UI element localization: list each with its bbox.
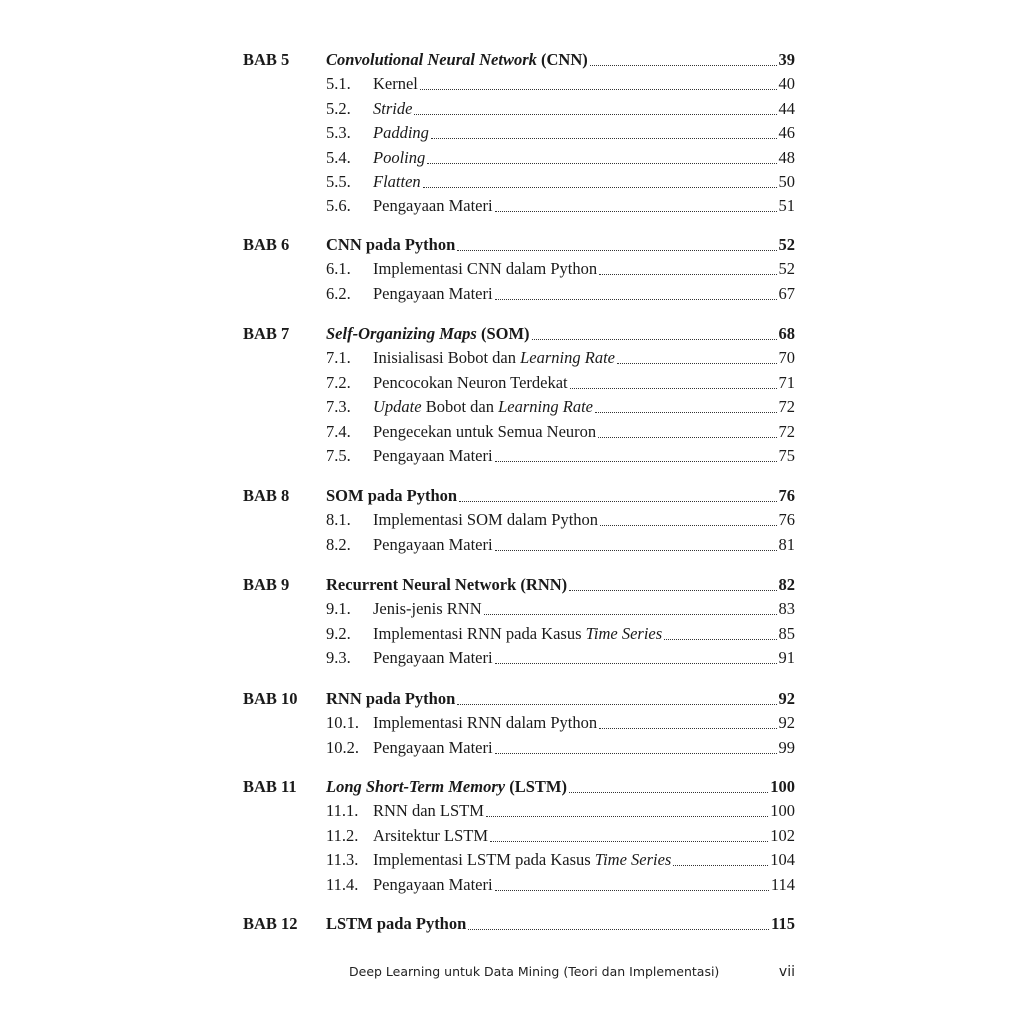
title-segment: SOM pada Python [326,486,458,505]
entry-title [326,573,567,597]
entry-title [326,233,455,257]
dot-leader [599,728,776,729]
chapter-page-number: 82 [778,575,795,594]
dot-leader [600,525,776,526]
chapter-page-number: 39 [778,50,795,69]
title-segment: LSTM pada Python [326,914,467,933]
entry-title [373,420,596,444]
dot-leader [569,792,768,793]
dot-leader [468,929,769,930]
dot-leader [569,590,776,591]
entry-title [373,257,597,281]
section-page-number: 114 [770,874,795,894]
section-row [243,508,795,532]
title-segment: Implementasi CNN dalam Python [373,259,598,279]
chapter-page-number: 92 [778,689,795,708]
entry-title [373,170,421,194]
section-entry [326,346,795,370]
dot-leader [427,163,776,164]
chapter-row [243,912,795,936]
entry-title [373,508,598,532]
section-page-number: 81 [778,534,795,554]
section-entry [326,711,795,735]
section-page-number: 91 [778,648,795,668]
entry-title [326,48,588,72]
entry-title [373,194,493,218]
section-row [243,824,795,848]
page-footer [349,964,795,988]
section-entry [326,799,795,823]
chapter-row [243,775,795,799]
title-segment: Pencocokan Neuron Terdekat [373,372,568,392]
entry-title [326,912,466,936]
title-segment: Implementasi SOM dalam Python [373,510,599,530]
section-row [243,72,795,96]
dot-leader [431,138,777,139]
title-segment: Pengayaan Materi [373,874,493,894]
title-segment: Pengecekan untuk Semua Neuron [373,421,597,441]
title-segment: Bobot dan [421,397,499,417]
entry-title [373,799,484,823]
section-entry [326,597,795,621]
title-segment: Implementasi RNN pada Kasus [373,623,586,643]
section-number: 9.3. [326,648,351,668]
entry-title [373,146,425,170]
section-number: 7.5. [326,446,351,465]
section-row [243,420,795,444]
title-segment: (LSTM) [505,777,567,796]
chapter-page-number: 76 [778,486,795,505]
entry-title [326,484,457,508]
section-row [243,711,795,735]
section-number: 7.1. [326,348,351,368]
dot-leader [595,412,777,413]
section-page-number: 72 [778,421,795,441]
title-segment: CNN pada Python [326,235,456,254]
section-row [243,257,795,281]
section-row [243,194,795,218]
dot-leader [486,816,768,817]
section-number: 11.1. [326,801,359,821]
section-entry [326,146,795,170]
section-page-number: 99 [778,737,795,757]
entry-title [373,444,493,468]
dot-leader [495,663,777,664]
dot-leader [599,274,776,275]
chapter-label: BAB 11 [243,777,297,796]
section-number: 7.4. [326,421,351,441]
dot-leader [664,639,776,640]
title-segment: Jenis-jenis RNN [373,599,482,619]
section-entry [326,873,795,897]
section-number: 11.3. [326,850,359,870]
entry-title [326,322,530,346]
title-segment: Pengayaan Materi [373,446,493,465]
chapter-label: BAB 12 [243,914,298,933]
title-segment: Implementasi RNN dalam Python [373,713,598,733]
title-segment: Time Series [585,623,663,643]
section-number: 7.2. [326,372,351,392]
entry-title [373,282,493,306]
chapter-entry [326,484,795,508]
entry-title [373,622,662,646]
section-number: 11.4. [326,874,359,894]
chapter-entry [326,573,795,597]
title-segment: Flatten [373,172,421,191]
section-row [243,97,795,121]
chapter-entry [326,687,795,711]
dot-leader [423,187,777,188]
dot-leader [495,753,777,754]
entry-title [373,736,493,760]
section-page-number: 52 [778,259,795,279]
section-row [243,533,795,557]
chapter-row [243,484,795,508]
title-segment: Pengayaan Materi [373,534,493,554]
section-number: 8.2. [326,534,351,554]
section-entry [326,72,795,96]
section-number: 5.1. [326,74,351,94]
chapter-row [243,687,795,711]
title-segment: Long Short-Term Memory [326,777,506,796]
section-row [243,873,795,897]
dot-leader [598,437,776,438]
section-number: 11.2. [326,825,359,845]
chapter-label: BAB 10 [243,689,298,708]
section-page-number: 50 [778,172,795,191]
title-segment: RNN pada Python [326,689,456,708]
title-segment: Pengayaan Materi [373,648,493,668]
section-entry [326,444,795,468]
title-segment: Implementasi LSTM pada Kasus [373,850,595,870]
title-segment: Pengayaan Materi [373,196,493,216]
section-number: 5.2. [326,98,351,118]
chapter-entry [326,775,795,799]
dot-leader [495,299,777,300]
entry-title [373,72,418,96]
section-page-number: 85 [778,623,795,643]
section-page-number: 67 [778,283,795,303]
chapter-label: BAB 6 [243,235,290,254]
section-row [243,395,795,419]
chapter-row [243,322,795,346]
section-page-number: 92 [778,713,795,733]
entry-title [373,533,493,557]
section-entry [326,622,795,646]
section-page-number: 51 [778,196,795,216]
section-row [243,282,795,306]
section-row [243,121,795,145]
title-segment: Arsitektur LSTM [373,825,489,845]
title-segment: Kernel [373,74,418,94]
section-entry [326,848,795,872]
entry-title [373,597,482,621]
section-page-number: 70 [778,348,795,368]
title-segment: Inisialisasi Bobot dan [373,348,521,368]
section-number: 9.1. [326,599,351,619]
section-entry [326,170,795,194]
entry-title [373,848,671,872]
section-row [243,799,795,823]
section-entry [326,824,795,848]
dot-leader [673,865,768,866]
dot-leader [617,363,777,364]
section-number: 10.2. [326,737,359,757]
section-number: 5.6. [326,196,351,216]
section-row [243,736,795,760]
section-row [243,444,795,468]
section-row [243,371,795,395]
chapter-page-number: 52 [778,235,795,254]
section-entry [326,533,795,557]
section-page-number: 76 [778,510,795,530]
title-segment: Pengayaan Materi [373,737,493,757]
section-entry [326,257,795,281]
entry-title [373,121,429,145]
dot-leader [484,614,777,615]
dot-leader [495,890,769,891]
section-page-number: 46 [778,123,795,143]
chapter-label: BAB 5 [243,50,290,69]
section-row [243,646,795,670]
dot-leader [459,501,776,502]
entry-title [326,687,455,711]
chapter-entry [326,912,795,936]
dot-leader [570,388,777,389]
entry-title [373,395,593,419]
section-page-number: 48 [778,147,795,167]
title-segment: RNN dan LSTM [373,801,484,821]
section-number: 6.2. [326,283,351,303]
title-segment: Convolutional Neural Network [326,50,537,69]
section-page-number: 102 [770,825,795,845]
dot-leader [495,211,777,212]
dot-leader [495,550,777,551]
chapter-label: BAB 8 [243,486,290,505]
section-row [243,597,795,621]
entry-title [373,873,493,897]
section-row [243,848,795,872]
section-entry [326,282,795,306]
dot-leader [420,89,777,90]
section-page-number: 83 [778,599,795,619]
chapter-label: BAB 9 [243,575,290,594]
section-number: 10.1. [326,713,359,733]
section-entry [326,121,795,145]
section-entry [326,508,795,532]
dot-leader [590,65,777,66]
section-row [243,146,795,170]
title-segment: Pooling [373,147,426,167]
section-row [243,622,795,646]
title-segment: Self-Organizing Maps [326,324,477,343]
section-page-number: 40 [778,74,795,94]
chapter-row [243,573,795,597]
section-entry [326,194,795,218]
chapter-label: BAB 7 [243,324,290,343]
title-segment: Learning Rate [520,348,615,368]
section-row [243,170,795,194]
entry-title [373,97,412,121]
section-number: 5.5. [326,172,351,191]
title-segment: Time Series [594,850,672,870]
title-segment: Learning Rate [498,397,593,417]
dot-leader [532,339,777,340]
dot-leader [457,704,776,705]
title-segment: (CNN) [536,50,588,69]
section-entry [326,97,795,121]
section-number: 5.4. [326,147,351,167]
title-segment: Recurrent Neural Network (RNN) [326,575,568,594]
section-number: 7.3. [326,397,351,417]
section-entry [326,646,795,670]
section-entry [326,420,795,444]
title-segment: Stride [373,98,413,118]
title-segment: Pengayaan Materi [373,283,493,303]
title-segment: (SOM) [476,324,530,343]
entry-title [373,371,568,395]
section-number: 9.2. [326,623,351,643]
chapter-row [243,48,795,72]
section-number: 5.3. [326,123,351,143]
entry-title [326,775,567,799]
section-row [243,346,795,370]
section-page-number: 72 [778,397,795,417]
section-number: 8.1. [326,510,351,530]
chapter-entry [326,233,795,257]
section-entry [326,736,795,760]
section-number: 6.1. [326,259,351,279]
title-segment: Update [373,397,422,417]
chapter-page-number: 100 [770,777,795,796]
chapter-page-number: 115 [771,914,795,933]
section-page-number: 71 [778,372,795,392]
section-entry [326,371,795,395]
section-entry [326,395,795,419]
section-page-number: 44 [778,98,795,118]
dot-leader [414,114,776,115]
entry-title [373,711,597,735]
title-segment: Padding [373,123,429,143]
section-page-number: 75 [778,446,795,465]
entry-title [373,646,493,670]
dot-leader [495,461,777,462]
dot-leader [490,841,768,842]
entry-title [373,824,488,848]
entry-title [373,346,615,370]
chapter-entry [326,322,795,346]
section-page-number: 104 [770,850,795,870]
section-page-number: 100 [770,801,795,821]
chapter-page-number: 68 [778,324,795,343]
footer-book-title: Deep Learning untuk Data Mining (Teori dan Implementasi) [349,964,720,979]
chapter-entry [326,48,795,72]
footer-page-number: vii [778,964,795,980]
dot-leader [457,250,776,251]
chapter-row [243,233,795,257]
